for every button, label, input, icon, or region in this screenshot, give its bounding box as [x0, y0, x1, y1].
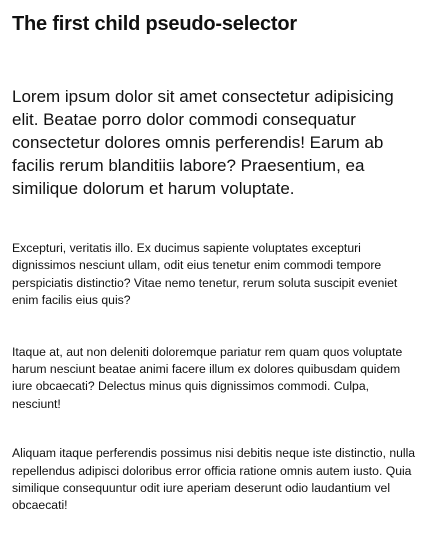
lead-paragraph: Lorem ipsum dolor sit amet consectetur adipisicing elit. Beatae porro dolor commodi consequatur consectetur dolores omnis perferendis! Earum ab facilis rerum blanditiis labore? Praesentium, ea similique dolorum et harum voluptate. — [12, 87, 394, 198]
page-title: The first child pseudo-selector — [12, 13, 297, 35]
body-paragraph: Itaque at, aut non deleniti doloremque pariatur rem quam quos voluptate harum nesciunt beatae animi facere illum ex dolores quibusdam quidem iure obcaecati? Delectus minus quis dignissimos commodi. Culpa, nesciunt! — [12, 344, 403, 411]
body-paragraph: Excepturi, veritatis illo. Ex ducimus sapiente voluptates excepturi dignissimos nesciunt ullam, odit eius tenetur enim commodi tempore perspiciatis distinctio? Vitae nemo tenetur, rerum soluta suscipit eveniet enim facilis eius quis? — [12, 241, 398, 308]
body-paragraph: Aliquam itaque perferendis possimus nisi debitis neque iste distinctio, nulla repellendus adipisci doloribus error officia ratione omnis autem iusto. Quia similique consequuntur odit iure aperiam deserunt odio laudantium vel obcaecati! — [12, 446, 416, 513]
